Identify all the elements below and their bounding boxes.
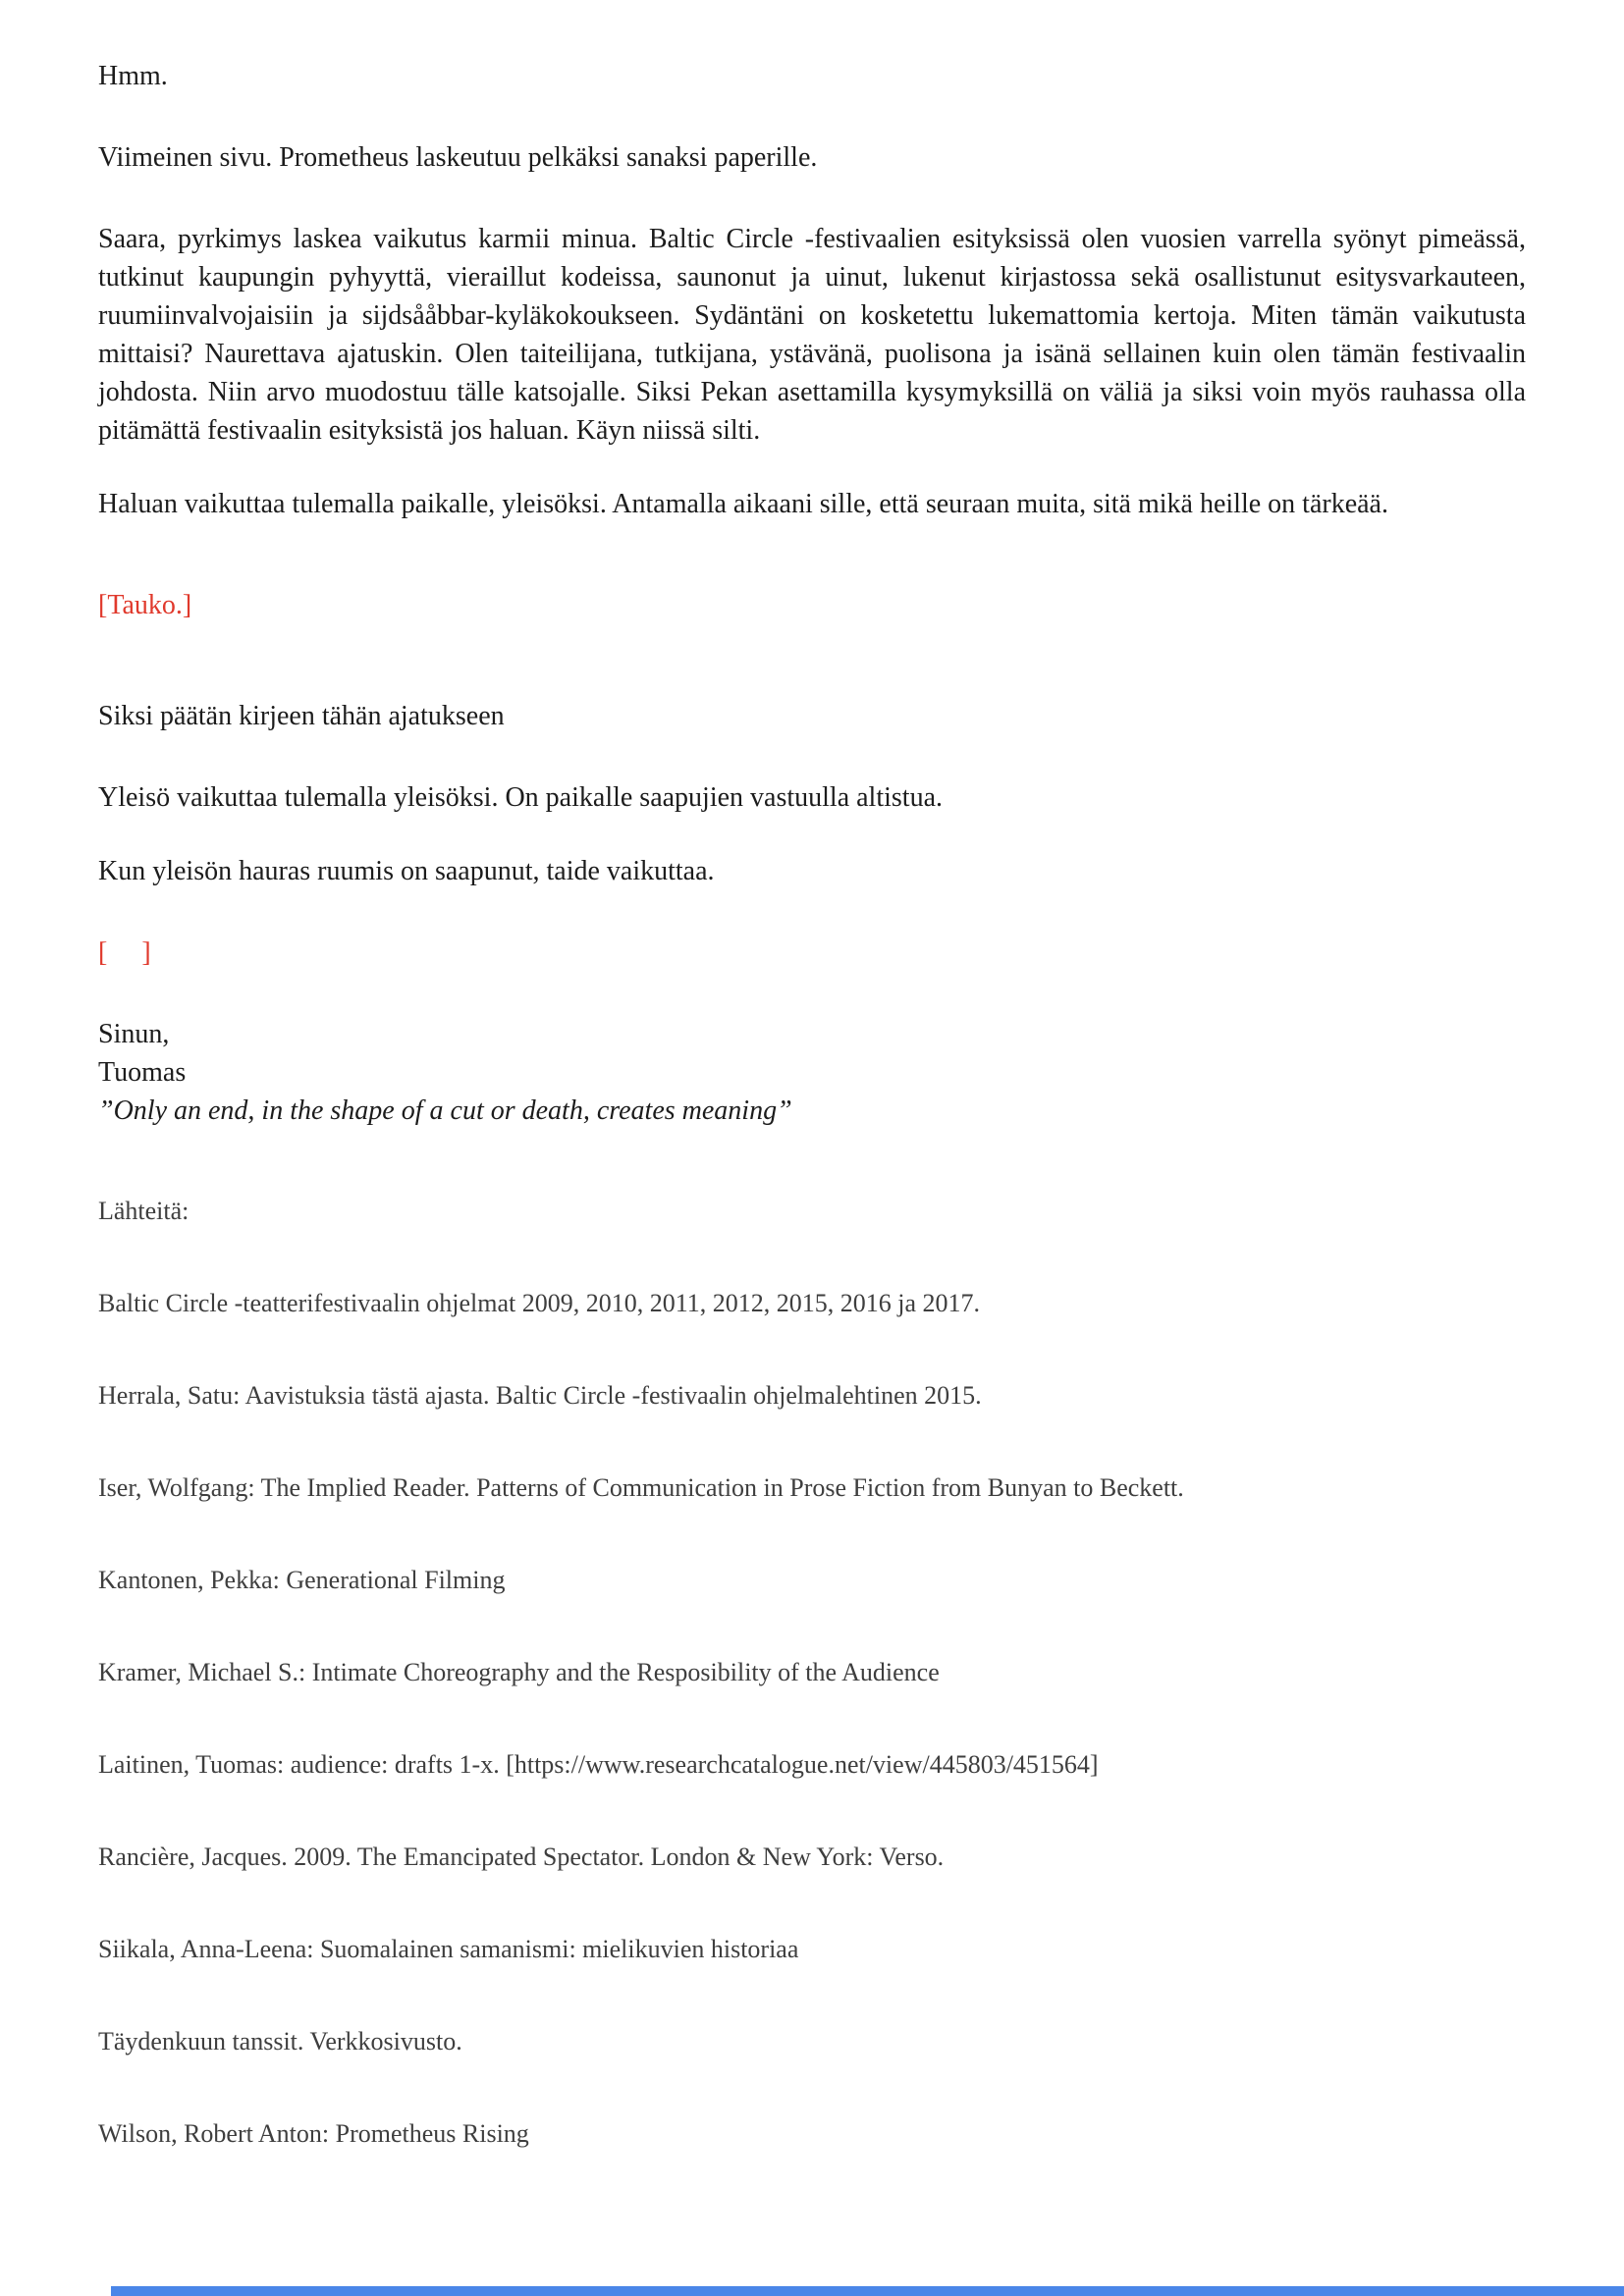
source-entry: Kramer, Michael S.: Intimate Choreography and the Resposibility of the Audience	[98, 1658, 940, 1686]
source-entry: Wilson, Robert Anton: Prometheus Rising	[98, 2119, 529, 2148]
stage-direction-pause: [Tauko.]	[98, 590, 192, 620]
document-content	[98, 57, 1526, 2151]
source-entry: Kantonen, Pekka: Generational Filming	[98, 1566, 506, 1594]
sources-section	[98, 1195, 1526, 2151]
source-entry: Iser, Wolfgang: The Implied Reader. Patterns of Communication in Prose Fiction from Bunyan to Beckett.	[98, 1473, 1184, 1502]
source-entry: Baltic Circle -teatterifestivaalin ohjelmat 2009, 2010, 2011, 2012, 2015, 2016 ja 2017.	[98, 1289, 981, 1317]
paragraph-hmm: Hmm.	[98, 61, 168, 91]
paragraph-haluan: Haluan vaikuttaa tulemalla paikalle, yleisöksi. Antamalla aikaani sille, että seuraan muita, sitä mikä heille on tärkeää.	[98, 489, 1388, 519]
source-entry: Täydenkuun tanssit. Verkkosivusto.	[98, 2027, 462, 2056]
paragraph-main: Saara, pyrkimys laskea vaikutus karmii minua. Baltic Circle -festivaalien esityksissä olen vuosien varrella syönyt pimeässä, tutkinut kaupungin pyhyyttä, vieraillut kodeissa, saunonut ja uinut, lukenut kirjastossa sekä osallistunut esitysvarkauteen, ruumiinvalvojaisiin ja sijdsååbbar-kyläkokoukseen. Sydäntäni on kosketettu lukemattomia kertoja. Miten tämän vaikutusta mittaisi? Naurettava ajatuskin. Olen taiteilijana, tutkijana, ystävänä, puolisona ja isänä sellainen kuin olen tämän festivaalin johdosta. Niin arvo muodostuu tälle katsojalle. Siksi Pekan asettamilla kysymyksillä on väliä ja siksi voin myös rauhassa olla pitämättä festivaalin esityksistä jos haluan. Käyn niissä silti.	[98, 224, 1526, 446]
signoff-sinun: Sinun,	[98, 1019, 170, 1049]
paragraph-last-page: Viimeinen sivu. Prometheus laskeutuu pelkäksi sanaksi paperille.	[98, 142, 818, 173]
source-entry: Siikala, Anna-Leena: Suomalainen samanismi: mielikuvien historiaa	[98, 1935, 799, 1963]
signature-block	[98, 1015, 1526, 1130]
paragraph-kun: Kun yleisön hauras ruumis on saapunut, taide vaikuttaa.	[98, 856, 715, 886]
source-entry: Herrala, Satu: Aavistuksia tästä ajasta. Baltic Circle -festivaalin ohjelmalehtinen 2015.	[98, 1381, 982, 1410]
signoff-tuomas: Tuomas	[98, 1057, 187, 1088]
paragraph-siksi: Siksi päätän kirjeen tähän ajatukseen	[98, 701, 505, 731]
stage-direction-empty-brackets: [ ]	[98, 937, 151, 968]
paragraph-yleiso: Yleisö vaikuttaa tulemalla yleisöksi. On paikalle saapujien vastuulla altistua.	[98, 782, 944, 813]
footer-accent-bar	[111, 2286, 1624, 2296]
source-entry: Laitinen, Tuomas: audience: drafts 1-x. [https://www.researchcatalogue.net/view/445803/451564]	[98, 1750, 1099, 1779]
closing-quote: ”Only an end, in the shape of a cut or death, creates meaning”	[98, 1095, 792, 1126]
sources-heading: Lähteitä:	[98, 1197, 189, 1225]
source-entry: Rancière, Jacques. 2009. The Emancipated Spectator. London & New York: Verso.	[98, 1842, 945, 1871]
